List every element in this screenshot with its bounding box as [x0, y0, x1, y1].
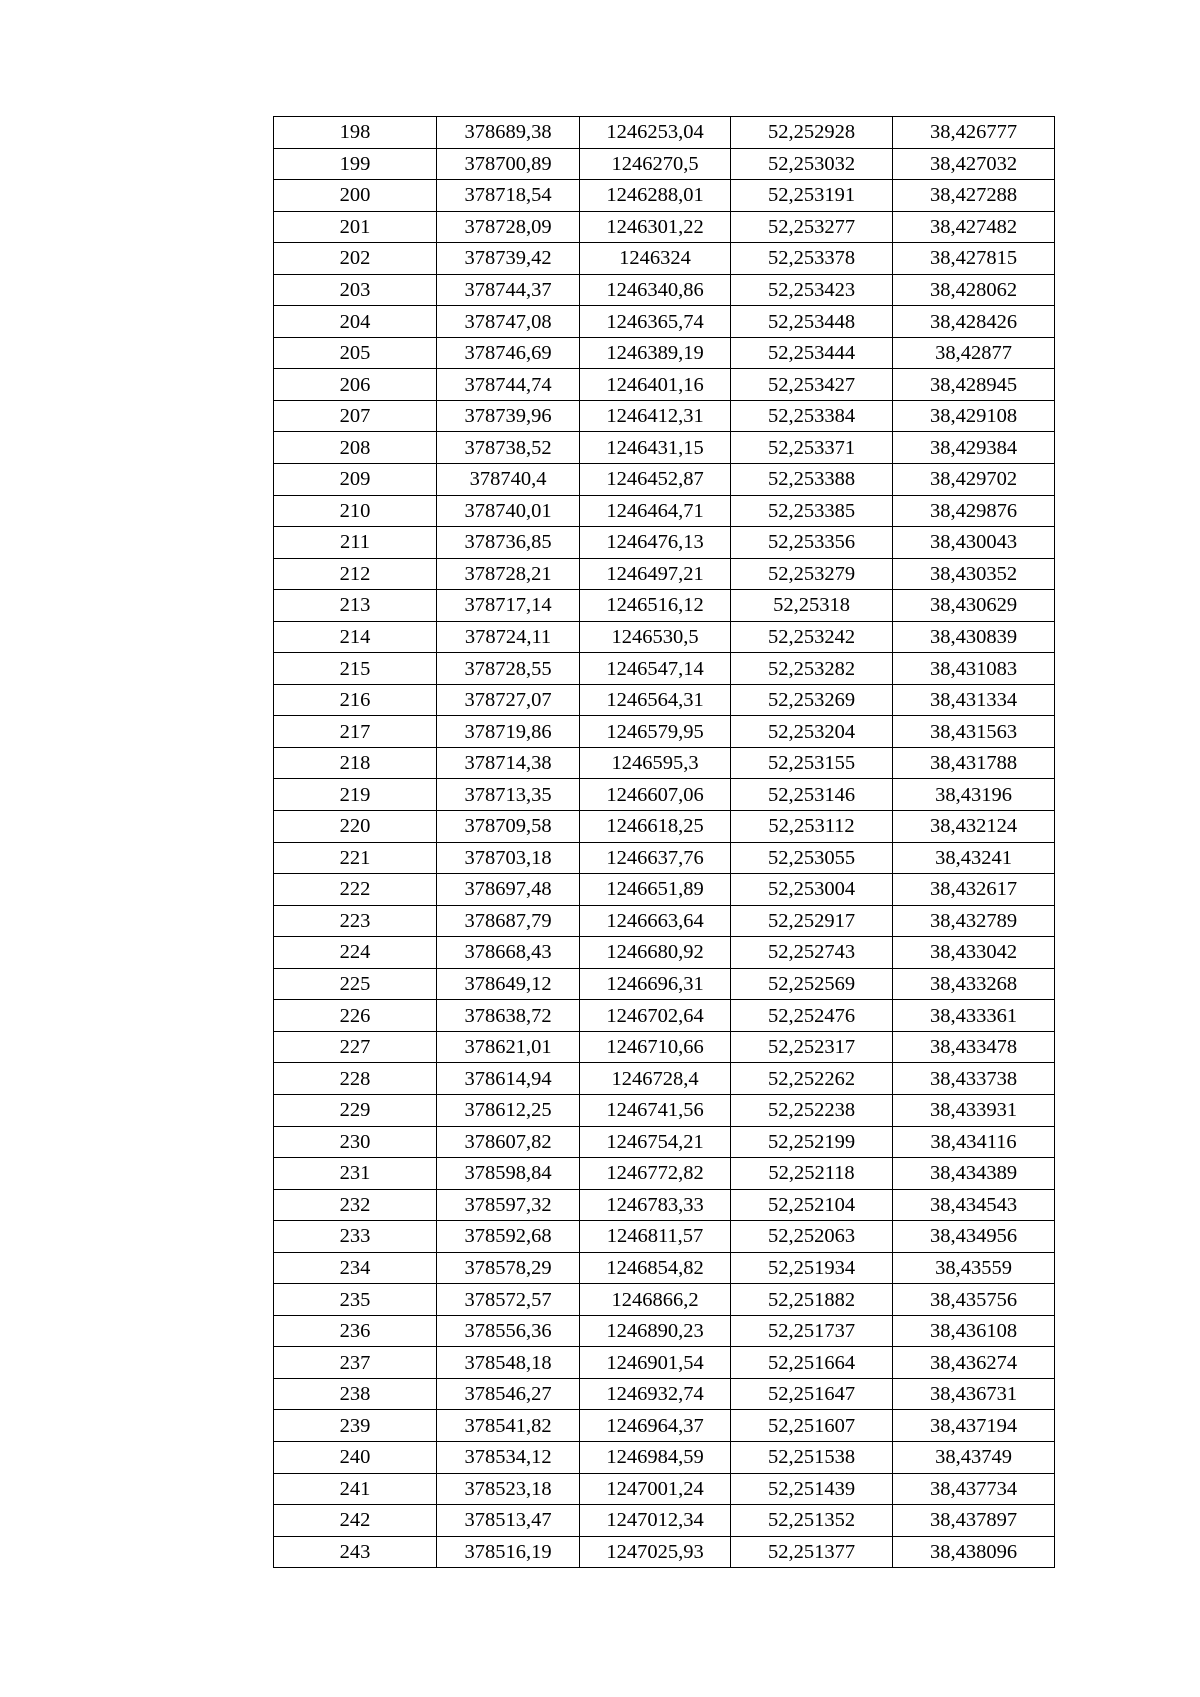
x-coordinate-cell: 378740,01 [437, 495, 580, 527]
longitude-cell: 38,437734 [893, 1473, 1055, 1505]
longitude-cell: 38,433931 [893, 1094, 1055, 1126]
y-coordinate-cell: 1246530,5 [580, 621, 731, 653]
coordinates-table [273, 116, 1055, 1568]
latitude-cell: 52,25318 [731, 590, 893, 622]
x-coordinate-cell: 378598,84 [437, 1158, 580, 1190]
point-number-cell: 228 [274, 1063, 437, 1095]
longitude-cell: 38,427032 [893, 148, 1055, 180]
x-coordinate-cell: 378713,35 [437, 779, 580, 811]
x-coordinate-cell: 378744,37 [437, 274, 580, 306]
latitude-cell: 52,253444 [731, 337, 893, 369]
y-coordinate-cell: 1246901,54 [580, 1347, 731, 1379]
point-number-cell: 213 [274, 590, 437, 622]
latitude-cell: 52,252928 [731, 117, 893, 149]
longitude-cell: 38,434543 [893, 1189, 1055, 1221]
x-coordinate-cell: 378523,18 [437, 1473, 580, 1505]
y-coordinate-cell: 1246476,13 [580, 527, 731, 559]
table-row [274, 1536, 1055, 1568]
latitude-cell: 52,251352 [731, 1505, 893, 1537]
longitude-cell: 38,431334 [893, 684, 1055, 716]
table-row [274, 842, 1055, 874]
table-row [274, 1315, 1055, 1347]
y-coordinate-cell: 1246579,95 [580, 716, 731, 748]
table-row [274, 874, 1055, 906]
point-number-cell: 206 [274, 369, 437, 401]
point-number-cell: 210 [274, 495, 437, 527]
latitude-cell: 52,253146 [731, 779, 893, 811]
longitude-cell: 38,430043 [893, 527, 1055, 559]
y-coordinate-cell: 1246452,87 [580, 464, 731, 496]
x-coordinate-cell: 378728,09 [437, 211, 580, 243]
latitude-cell: 52,253112 [731, 811, 893, 843]
x-coordinate-cell: 378516,19 [437, 1536, 580, 1568]
point-number-cell: 212 [274, 558, 437, 590]
latitude-cell: 52,253204 [731, 716, 893, 748]
table-row [274, 527, 1055, 559]
table-row [274, 1221, 1055, 1253]
longitude-cell: 38,437897 [893, 1505, 1055, 1537]
table-row [274, 968, 1055, 1000]
table-row [274, 337, 1055, 369]
latitude-cell: 52,253385 [731, 495, 893, 527]
x-coordinate-cell: 378513,47 [437, 1505, 580, 1537]
latitude-cell: 52,253448 [731, 306, 893, 338]
y-coordinate-cell: 1246890,23 [580, 1315, 731, 1347]
x-coordinate-cell: 378697,48 [437, 874, 580, 906]
table-row [274, 1378, 1055, 1410]
table-row [274, 558, 1055, 590]
point-number-cell: 208 [274, 432, 437, 464]
y-coordinate-cell: 1246783,33 [580, 1189, 731, 1221]
latitude-cell: 52,253378 [731, 243, 893, 275]
table-row [274, 1126, 1055, 1158]
x-coordinate-cell: 378546,27 [437, 1378, 580, 1410]
latitude-cell: 52,253269 [731, 684, 893, 716]
latitude-cell: 52,252476 [731, 1000, 893, 1032]
table-row [274, 1063, 1055, 1095]
x-coordinate-cell: 378727,07 [437, 684, 580, 716]
latitude-cell: 52,251538 [731, 1441, 893, 1473]
table-row [274, 1158, 1055, 1190]
table-row [274, 464, 1055, 496]
point-number-cell: 220 [274, 811, 437, 843]
table-row [274, 621, 1055, 653]
x-coordinate-cell: 378612,25 [437, 1094, 580, 1126]
y-coordinate-cell: 1246516,12 [580, 590, 731, 622]
table-row [274, 1441, 1055, 1473]
latitude-cell: 52,252104 [731, 1189, 893, 1221]
latitude-cell: 52,253371 [731, 432, 893, 464]
latitude-cell: 52,252118 [731, 1158, 893, 1190]
longitude-cell: 38,430839 [893, 621, 1055, 653]
longitude-cell: 38,429108 [893, 400, 1055, 432]
x-coordinate-cell: 378717,14 [437, 590, 580, 622]
latitude-cell: 52,252317 [731, 1031, 893, 1063]
x-coordinate-cell: 378534,12 [437, 1441, 580, 1473]
latitude-cell: 52,251934 [731, 1252, 893, 1284]
table-row [274, 369, 1055, 401]
x-coordinate-cell: 378687,79 [437, 905, 580, 937]
y-coordinate-cell: 1246365,74 [580, 306, 731, 338]
y-coordinate-cell: 1246637,76 [580, 842, 731, 874]
y-coordinate-cell: 1246854,82 [580, 1252, 731, 1284]
longitude-cell: 38,437194 [893, 1410, 1055, 1442]
longitude-cell: 38,43749 [893, 1441, 1055, 1473]
y-coordinate-cell: 1246741,56 [580, 1094, 731, 1126]
point-number-cell: 204 [274, 306, 437, 338]
table-row [274, 1473, 1055, 1505]
longitude-cell: 38,432789 [893, 905, 1055, 937]
longitude-cell: 38,433738 [893, 1063, 1055, 1095]
latitude-cell: 52,252238 [731, 1094, 893, 1126]
y-coordinate-cell: 1246702,64 [580, 1000, 731, 1032]
y-coordinate-cell: 1246866,2 [580, 1284, 731, 1316]
latitude-cell: 52,252743 [731, 937, 893, 969]
latitude-cell: 52,253032 [731, 148, 893, 180]
table-row [274, 117, 1055, 149]
point-number-cell: 223 [274, 905, 437, 937]
point-number-cell: 222 [274, 874, 437, 906]
point-number-cell: 200 [274, 180, 437, 212]
table-row [274, 747, 1055, 779]
point-number-cell: 203 [274, 274, 437, 306]
latitude-cell: 52,251647 [731, 1378, 893, 1410]
table-row [274, 1189, 1055, 1221]
latitude-cell: 52,253356 [731, 527, 893, 559]
x-coordinate-cell: 378724,11 [437, 621, 580, 653]
y-coordinate-cell: 1246288,01 [580, 180, 731, 212]
x-coordinate-cell: 378572,57 [437, 1284, 580, 1316]
latitude-cell: 52,251737 [731, 1315, 893, 1347]
point-number-cell: 236 [274, 1315, 437, 1347]
latitude-cell: 52,252569 [731, 968, 893, 1000]
longitude-cell: 38,429702 [893, 464, 1055, 496]
y-coordinate-cell: 1246497,21 [580, 558, 731, 590]
longitude-cell: 38,436108 [893, 1315, 1055, 1347]
point-number-cell: 221 [274, 842, 437, 874]
point-number-cell: 231 [274, 1158, 437, 1190]
latitude-cell: 52,251882 [731, 1284, 893, 1316]
latitude-cell: 52,253191 [731, 180, 893, 212]
latitude-cell: 52,253279 [731, 558, 893, 590]
longitude-cell: 38,431083 [893, 653, 1055, 685]
longitude-cell: 38,436731 [893, 1378, 1055, 1410]
table-row [274, 684, 1055, 716]
longitude-cell: 38,436274 [893, 1347, 1055, 1379]
table-row [274, 653, 1055, 685]
latitude-cell: 52,251607 [731, 1410, 893, 1442]
y-coordinate-cell: 1247012,34 [580, 1505, 731, 1537]
x-coordinate-cell: 378744,74 [437, 369, 580, 401]
table-row [274, 495, 1055, 527]
x-coordinate-cell: 378638,72 [437, 1000, 580, 1032]
table-row [274, 1410, 1055, 1442]
table-row [274, 1505, 1055, 1537]
longitude-cell: 38,433268 [893, 968, 1055, 1000]
y-coordinate-cell: 1246547,14 [580, 653, 731, 685]
x-coordinate-cell: 378709,58 [437, 811, 580, 843]
longitude-cell: 38,434956 [893, 1221, 1055, 1253]
x-coordinate-cell: 378728,55 [437, 653, 580, 685]
table-row [274, 1284, 1055, 1316]
y-coordinate-cell: 1246811,57 [580, 1221, 731, 1253]
y-coordinate-cell: 1246663,64 [580, 905, 731, 937]
latitude-cell: 52,253055 [731, 842, 893, 874]
x-coordinate-cell: 378649,12 [437, 968, 580, 1000]
y-coordinate-cell: 1246564,31 [580, 684, 731, 716]
latitude-cell: 52,251664 [731, 1347, 893, 1379]
point-number-cell: 209 [274, 464, 437, 496]
table-row [274, 306, 1055, 338]
y-coordinate-cell: 1246389,19 [580, 337, 731, 369]
x-coordinate-cell: 378739,96 [437, 400, 580, 432]
table-row [274, 211, 1055, 243]
x-coordinate-cell: 378597,32 [437, 1189, 580, 1221]
table-row [274, 811, 1055, 843]
latitude-cell: 52,252063 [731, 1221, 893, 1253]
point-number-cell: 199 [274, 148, 437, 180]
latitude-cell: 52,253242 [731, 621, 893, 653]
point-number-cell: 241 [274, 1473, 437, 1505]
coordinates-table-body [274, 117, 1055, 1568]
longitude-cell: 38,433478 [893, 1031, 1055, 1063]
table-row [274, 432, 1055, 464]
longitude-cell: 38,433361 [893, 1000, 1055, 1032]
point-number-cell: 214 [274, 621, 437, 653]
latitude-cell: 52,253282 [731, 653, 893, 685]
latitude-cell: 52,252917 [731, 905, 893, 937]
longitude-cell: 38,428945 [893, 369, 1055, 401]
longitude-cell: 38,427288 [893, 180, 1055, 212]
latitude-cell: 52,252262 [731, 1063, 893, 1095]
longitude-cell: 38,427482 [893, 211, 1055, 243]
y-coordinate-cell: 1246431,15 [580, 432, 731, 464]
x-coordinate-cell: 378614,94 [437, 1063, 580, 1095]
y-coordinate-cell: 1246932,74 [580, 1378, 731, 1410]
y-coordinate-cell: 1246607,06 [580, 779, 731, 811]
longitude-cell: 38,432124 [893, 811, 1055, 843]
longitude-cell: 38,433042 [893, 937, 1055, 969]
longitude-cell: 38,431788 [893, 747, 1055, 779]
point-number-cell: 230 [274, 1126, 437, 1158]
latitude-cell: 52,253277 [731, 211, 893, 243]
point-number-cell: 207 [274, 400, 437, 432]
y-coordinate-cell: 1246253,04 [580, 117, 731, 149]
latitude-cell: 52,253427 [731, 369, 893, 401]
table-row [274, 1347, 1055, 1379]
x-coordinate-cell: 378736,85 [437, 527, 580, 559]
table-row [274, 274, 1055, 306]
point-number-cell: 205 [274, 337, 437, 369]
latitude-cell: 52,253155 [731, 747, 893, 779]
y-coordinate-cell: 1246754,21 [580, 1126, 731, 1158]
latitude-cell: 52,251377 [731, 1536, 893, 1568]
x-coordinate-cell: 378607,82 [437, 1126, 580, 1158]
y-coordinate-cell: 1246984,59 [580, 1441, 731, 1473]
longitude-cell: 38,429384 [893, 432, 1055, 464]
point-number-cell: 198 [274, 117, 437, 149]
x-coordinate-cell: 378548,18 [437, 1347, 580, 1379]
y-coordinate-cell: 1246772,82 [580, 1158, 731, 1190]
x-coordinate-cell: 378578,29 [437, 1252, 580, 1284]
point-number-cell: 219 [274, 779, 437, 811]
x-coordinate-cell: 378740,4 [437, 464, 580, 496]
table-row [274, 937, 1055, 969]
y-coordinate-cell: 1246340,86 [580, 274, 731, 306]
latitude-cell: 52,253388 [731, 464, 893, 496]
point-number-cell: 229 [274, 1094, 437, 1126]
point-number-cell: 232 [274, 1189, 437, 1221]
y-coordinate-cell: 1246324 [580, 243, 731, 275]
longitude-cell: 38,428062 [893, 274, 1055, 306]
y-coordinate-cell: 1246618,25 [580, 811, 731, 843]
y-coordinate-cell: 1247001,24 [580, 1473, 731, 1505]
x-coordinate-cell: 378541,82 [437, 1410, 580, 1442]
x-coordinate-cell: 378718,54 [437, 180, 580, 212]
point-number-cell: 202 [274, 243, 437, 275]
x-coordinate-cell: 378700,89 [437, 148, 580, 180]
table-row [274, 590, 1055, 622]
x-coordinate-cell: 378556,36 [437, 1315, 580, 1347]
y-coordinate-cell: 1246728,4 [580, 1063, 731, 1095]
x-coordinate-cell: 378738,52 [437, 432, 580, 464]
point-number-cell: 237 [274, 1347, 437, 1379]
longitude-cell: 38,430629 [893, 590, 1055, 622]
table-row [274, 180, 1055, 212]
latitude-cell: 52,253004 [731, 874, 893, 906]
x-coordinate-cell: 378703,18 [437, 842, 580, 874]
point-number-cell: 227 [274, 1031, 437, 1063]
x-coordinate-cell: 378747,08 [437, 306, 580, 338]
latitude-cell: 52,253423 [731, 274, 893, 306]
point-number-cell: 239 [274, 1410, 437, 1442]
x-coordinate-cell: 378714,38 [437, 747, 580, 779]
point-number-cell: 218 [274, 747, 437, 779]
latitude-cell: 52,253384 [731, 400, 893, 432]
longitude-cell: 38,434116 [893, 1126, 1055, 1158]
point-number-cell: 217 [274, 716, 437, 748]
longitude-cell: 38,43196 [893, 779, 1055, 811]
y-coordinate-cell: 1246412,31 [580, 400, 731, 432]
latitude-cell: 52,251439 [731, 1473, 893, 1505]
point-number-cell: 225 [274, 968, 437, 1000]
x-coordinate-cell: 378689,38 [437, 117, 580, 149]
table-row [274, 716, 1055, 748]
table-row [274, 400, 1055, 432]
longitude-cell: 38,429876 [893, 495, 1055, 527]
point-number-cell: 201 [274, 211, 437, 243]
x-coordinate-cell: 378728,21 [437, 558, 580, 590]
longitude-cell: 38,426777 [893, 117, 1055, 149]
x-coordinate-cell: 378719,86 [437, 716, 580, 748]
longitude-cell: 38,434389 [893, 1158, 1055, 1190]
x-coordinate-cell: 378739,42 [437, 243, 580, 275]
point-number-cell: 224 [274, 937, 437, 969]
longitude-cell: 38,438096 [893, 1536, 1055, 1568]
point-number-cell: 215 [274, 653, 437, 685]
longitude-cell: 38,43241 [893, 842, 1055, 874]
point-number-cell: 234 [274, 1252, 437, 1284]
y-coordinate-cell: 1246680,92 [580, 937, 731, 969]
y-coordinate-cell: 1246301,22 [580, 211, 731, 243]
point-number-cell: 235 [274, 1284, 437, 1316]
point-number-cell: 238 [274, 1378, 437, 1410]
longitude-cell: 38,43559 [893, 1252, 1055, 1284]
longitude-cell: 38,431563 [893, 716, 1055, 748]
y-coordinate-cell: 1246651,89 [580, 874, 731, 906]
x-coordinate-cell: 378592,68 [437, 1221, 580, 1253]
table-row [274, 1031, 1055, 1063]
y-coordinate-cell: 1246696,31 [580, 968, 731, 1000]
point-number-cell: 216 [274, 684, 437, 716]
table-row [274, 1094, 1055, 1126]
point-number-cell: 226 [274, 1000, 437, 1032]
y-coordinate-cell: 1246401,16 [580, 369, 731, 401]
point-number-cell: 240 [274, 1441, 437, 1473]
longitude-cell: 38,428426 [893, 306, 1055, 338]
table-row [274, 779, 1055, 811]
table-row [274, 148, 1055, 180]
table-row [274, 1000, 1055, 1032]
table-row [274, 1252, 1055, 1284]
x-coordinate-cell: 378746,69 [437, 337, 580, 369]
longitude-cell: 38,435756 [893, 1284, 1055, 1316]
x-coordinate-cell: 378668,43 [437, 937, 580, 969]
y-coordinate-cell: 1247025,93 [580, 1536, 731, 1568]
point-number-cell: 243 [274, 1536, 437, 1568]
x-coordinate-cell: 378621,01 [437, 1031, 580, 1063]
latitude-cell: 52,252199 [731, 1126, 893, 1158]
y-coordinate-cell: 1246270,5 [580, 148, 731, 180]
table-row [274, 243, 1055, 275]
longitude-cell: 38,432617 [893, 874, 1055, 906]
point-number-cell: 211 [274, 527, 437, 559]
y-coordinate-cell: 1246464,71 [580, 495, 731, 527]
point-number-cell: 233 [274, 1221, 437, 1253]
longitude-cell: 38,42877 [893, 337, 1055, 369]
longitude-cell: 38,430352 [893, 558, 1055, 590]
point-number-cell: 242 [274, 1505, 437, 1537]
y-coordinate-cell: 1246710,66 [580, 1031, 731, 1063]
longitude-cell: 38,427815 [893, 243, 1055, 275]
table-row [274, 905, 1055, 937]
y-coordinate-cell: 1246964,37 [580, 1410, 731, 1442]
y-coordinate-cell: 1246595,3 [580, 747, 731, 779]
